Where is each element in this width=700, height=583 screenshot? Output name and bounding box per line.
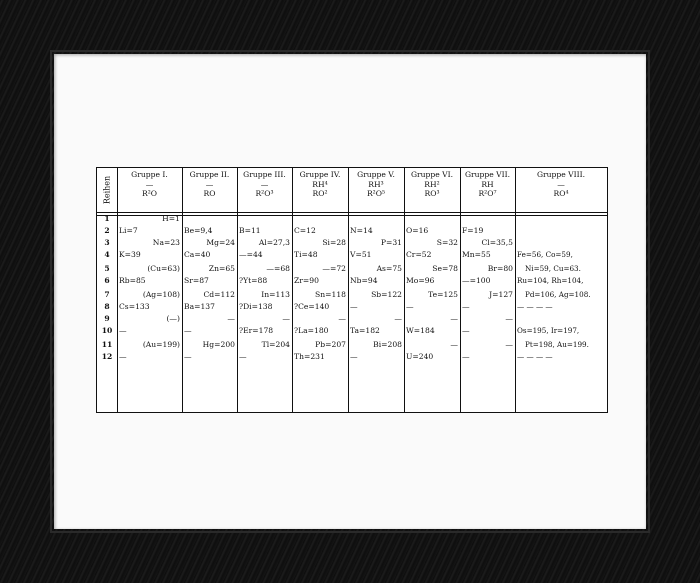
element-cell: — — — — [517,352,553,361]
element-cell: ?Ce=140 [294,302,330,311]
element-cell: Sn=118 [315,290,346,299]
element-cell: — [462,326,470,335]
element-cell: ?Yt=88 [239,276,268,285]
element-cell: Cr=52 [406,250,432,259]
element-cell: (Cu=63) [147,264,180,273]
element-cell: — [462,302,470,311]
element-cell: ?Er=178 [239,326,274,335]
element-cell: N=14 [350,226,373,235]
element-cell: Os=195, Ir=197, [517,326,580,335]
element-cell: (—) [166,314,180,323]
element-cell: Ba=137 [184,302,215,311]
element-cell: Zn=65 [208,264,235,273]
row-number: 5 [104,264,110,273]
group-oxide: RO⁴ [553,189,569,198]
group-header [182,170,237,199]
group-oxide: R²O³ [255,189,274,198]
element-cell: C=12 [294,226,316,235]
element-cell: As=75 [376,264,402,273]
column-divider [348,168,349,412]
element-cell: W=184 [406,326,435,335]
element-cell: U=240 [406,352,434,361]
element-cell: — [450,340,458,349]
element-cell: Si=28 [322,238,346,247]
element-cell: Ni=59, Cu=63. [525,264,581,273]
element-cell: —=72 [322,264,346,273]
element-cell: Th=231 [294,352,325,361]
group-name: Gruppe V. [357,170,395,179]
element-cell: Al=27,3 [258,238,290,247]
element-cell: Hg=200 [202,340,235,349]
group-formula: RH² [424,179,440,189]
element-cell: — [350,302,358,311]
group-oxide: R²O⁵ [366,189,386,198]
element-cell: — — — — [517,302,553,311]
element-cell: Ti=48 [294,250,318,259]
group-header [460,170,515,199]
element-cell: Li=7 [119,226,138,235]
group-name: Gruppe VIII. [536,170,586,179]
element-cell: Be=9,4 [184,226,213,235]
element-cell: Mn=55 [462,250,491,259]
element-cell: B=11 [239,226,261,235]
element-cell: S=32 [436,238,458,247]
row-number: 7 [104,290,110,299]
element-cell: — [119,352,127,361]
element-cell: In=113 [261,290,290,299]
element-cell: Pd=106, Ag=108. [525,290,591,299]
column-divider [182,168,183,412]
group-oxide: RO² [312,189,328,198]
row-number: 4 [104,250,110,259]
group-oxide: RO³ [424,189,440,198]
element-cell: Br=80 [487,264,513,273]
row-number: 1 [104,214,110,223]
element-cell: Pb=207 [315,340,346,349]
group-oxide: R²O [142,189,157,198]
column-divider [515,168,516,412]
group-formula: — [260,179,269,189]
element-cell: — [394,314,402,323]
row-number: 3 [104,238,110,247]
element-cell: Cs=133 [119,302,150,311]
element-cell: Ta=182 [350,326,380,335]
element-cell: — [239,352,247,361]
element-cell: — [350,352,358,361]
element-cell: Nb=94 [350,276,378,285]
column-divider [292,168,293,412]
element-cell: Na=23 [152,238,180,247]
group-name: Gruppe III. [243,170,286,179]
element-cell: —=100 [462,276,491,285]
group-oxide: R²O⁷ [478,189,497,198]
element-cell: —=44 [239,250,263,259]
group-header [237,170,292,199]
element-cell: ?Di=138 [239,302,273,311]
element-cell: Mo=96 [406,276,435,285]
element-cell: Ca=40 [184,250,211,259]
element-cell: — [227,314,235,323]
element-cell: — [119,326,127,335]
group-name: Gruppe VII. [464,170,511,179]
row-number: 10 [101,326,113,335]
element-cell: Te=125 [428,290,458,299]
element-cell: Mg=24 [206,238,235,247]
element-cell: Cl=35,5 [481,238,513,247]
group-name: Gruppe I. [131,170,168,179]
group-formula: — [205,179,214,189]
element-cell: — [184,352,192,361]
element-cell: Tl=204 [261,340,290,349]
element-cell: — [406,302,414,311]
group-formula: — [145,179,154,189]
group-formula: — [557,179,565,189]
element-cell: H=1 [162,214,180,223]
element-cell: — [450,314,458,323]
row-number: 11 [101,340,113,349]
element-cell: — [505,340,513,349]
row-number: 9 [104,314,110,323]
group-name: Gruppe IV. [299,170,341,179]
element-cell: — [184,326,192,335]
group-header [348,170,404,199]
column-divider [117,168,118,412]
element-cell: — [282,314,290,323]
column-divider [237,168,238,412]
group-header [292,170,348,199]
element-cell: Se=78 [432,264,458,273]
element-cell: ?La=180 [294,326,329,335]
element-cell: — [505,314,513,323]
element-cell: O=16 [406,226,429,235]
group-formula: RH⁴ [312,179,328,189]
row-header-label [97,168,117,212]
element-cell: Ru=104, Rh=104, [517,276,584,285]
element-cell: Sr=87 [184,276,209,285]
reihen-label: Reihen [102,175,112,205]
element-cell: (Ag=108) [142,290,180,299]
group-formula: RH [481,179,494,189]
element-cell: — [462,352,470,361]
group-name: Gruppe II. [189,170,230,179]
row-number: 6 [104,276,110,285]
row-number: 8 [104,302,110,311]
row-number: 12 [101,352,113,361]
element-cell: (Au=199) [142,340,180,349]
element-cell: F=19 [462,226,484,235]
group-formula: RH³ [368,179,384,189]
column-divider [460,168,461,412]
element-cell: P=31 [380,238,402,247]
element-cell: —=68 [266,264,290,273]
header-separator [97,212,607,213]
group-name: Gruppe VI. [410,170,454,179]
element-cell: V=51 [350,250,372,259]
element-cell: J=127 [489,290,513,299]
group-oxide: RO [203,189,216,198]
row-number: 2 [104,226,110,235]
group-header [404,170,460,199]
element-cell: — [338,314,346,323]
element-cell: Fe=56, Co=59, [517,250,573,259]
element-cell: Bi=208 [373,340,402,349]
periodic-table [96,167,608,413]
element-cell: Rb=85 [119,276,146,285]
column-divider [404,168,405,412]
element-cell: Sb=122 [371,290,402,299]
element-cell: Cd=112 [203,290,235,299]
group-header [117,170,182,199]
element-cell: Pt=198, Au=199. [525,340,589,349]
group-header [515,170,607,199]
element-cell: Zr=90 [294,276,319,285]
element-cell: K=39 [119,250,141,259]
